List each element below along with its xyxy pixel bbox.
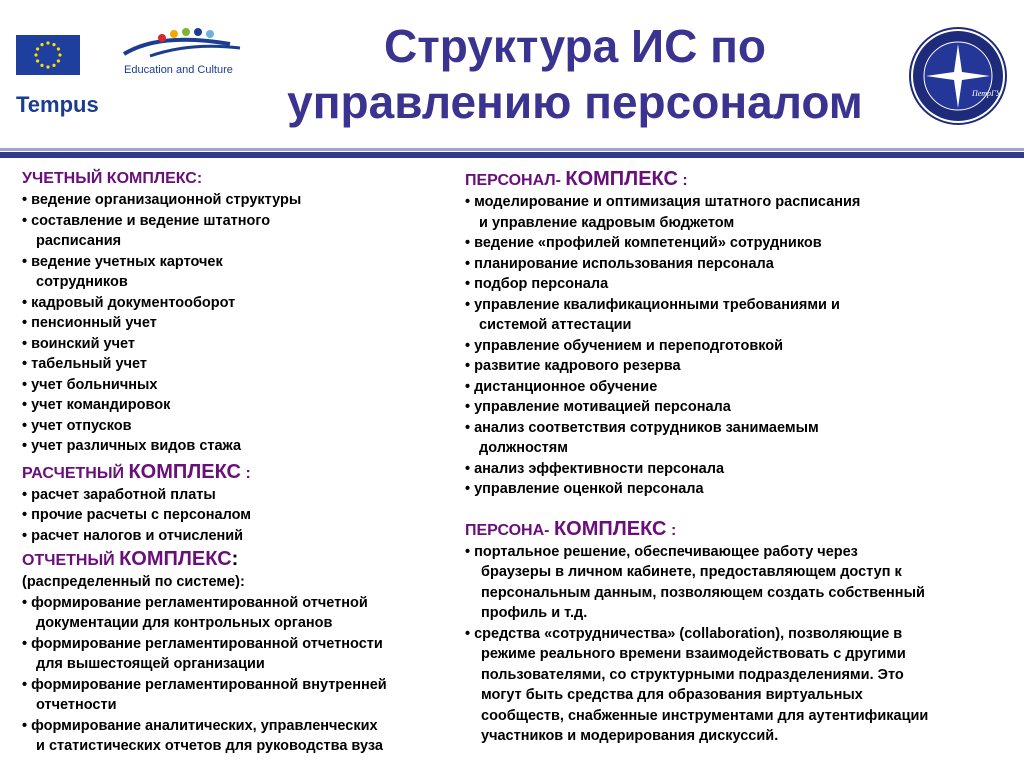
list-item: • табельный учет [22,356,147,372]
title-line-1: Структура ИС по [384,20,766,72]
list-item-cont: могут быть средства для образования виртуальных [481,687,863,703]
section-title-personnel: ПЕРСОНАЛ- КОМПЛЕКС : [465,168,688,190]
list-item: • анализ соответствия сотрудников занимаемым [465,419,819,436]
list-item-cont: и управление кадровым бюджетом [479,214,735,231]
edu-caption: Education and Culture [124,64,233,76]
page-title [215,18,935,130]
list-item: • формирование аналитических, управленческих [22,717,378,734]
left-column [22,168,462,757]
list-item: • ведение «профилей компетенций» сотрудников [465,235,822,251]
tempus-logo-text: Tempus [16,92,99,117]
list-item-cont: пользователями, со структурными подразделениями. Это [481,666,904,683]
list-item: • развитие кадрового резерва [465,358,681,374]
list-item: • воинский учет [22,335,135,352]
section-title-reporting: ОТЧЕТНЫЙ КОМПЛЕКС: [22,548,239,570]
list-item: • управление оценкой персонала [465,481,704,497]
title-line-2: управлению персоналом [287,76,863,128]
list-item: • дистанционное обучение [465,378,658,395]
list-item-cont: документации для контрольных органов [36,615,333,631]
list-item: • расчет заработной платы [22,486,216,503]
list-item: • анализ эффективности персонала [465,460,725,477]
list-item: (распределенный по системе): [22,574,245,590]
list-item: • управление обучением и переподготовкой [465,337,784,354]
list-item-cont: профиль и т.д. [481,605,588,621]
slide-header [0,0,1024,150]
section-title-payroll: РАСЧЕТНЫЙ КОМПЛЕКС : [22,460,251,483]
list-item: • учет командировок [22,397,171,413]
eu-flag-logo [16,35,80,75]
emblem-motto: ПетрГУ [972,89,1001,98]
list-item: • кадровый документооборот [22,294,236,311]
list-item-cont: сотрудников [36,274,128,290]
list-item-cont: и статистических отчетов для руководства вуза [36,738,383,754]
list-item: • формирование регламентированной отчетной [22,594,368,611]
list-item: • ведение учетных карточек [22,253,223,270]
list-item: • учет отпусков [22,417,132,434]
spacer [465,500,1020,518]
list-item: • планирование использования персонала [465,255,774,272]
list-item: • управление квалификационными требованиями и [465,296,840,313]
list-item-cont: должностям [479,440,568,456]
list-item: • расчет налогов и отчислений [22,527,244,544]
list-item: • пенсионный учет [22,315,157,331]
section-title-persona: ПЕРСОНА- КОМПЛЕКС : [465,517,677,540]
list-item-cont: режиме реального времени взаимодействовать с другими [481,646,906,662]
list-item-cont: для вышестоящей организации [36,656,265,672]
list-item: • ведение организационной структуры [22,192,302,208]
list-item: • портальное решение, обеспечивающее работу через [465,543,858,560]
header-rule-dark [0,152,1024,158]
list-item: • составление и ведение штатного [22,212,271,229]
list-item-cont: системой аттестации [479,317,632,333]
header-rule-light [0,148,1024,151]
list-item-cont: расписания [36,233,122,249]
list-item: • формирование регламентированной внутренней [22,676,387,693]
list-item: • средства «сотрудничества» (collaboration), позволяющие в [465,625,903,642]
list-item: • прочие расчеты с персоналом [22,507,251,523]
list-item-cont: персональным данным, позволяющем создать собственный [481,584,925,601]
university-emblem [908,26,1008,126]
section-title-accounting: УЧЕТНЫЙ КОМПЛЕКС: [22,170,203,187]
list-item-cont: браузеры в личном кабинете, предоставляющем доступ к [481,564,902,580]
list-item: • учет больничных [22,376,158,393]
list-item-cont: участников и модерирования дискуссий. [481,728,779,744]
list-item: • моделирование и оптимизация штатного расписания [465,194,861,210]
list-item: • подбор персонала [465,276,609,292]
list-item: • учет различных видов стажа [22,438,242,454]
right-column [465,168,1020,747]
list-item: • управление мотивацией персонала [465,399,731,415]
list-item-cont: сообществ, снабженные инструментами для аутентификации [481,707,929,724]
list-item: • формирование регламентированной отчетности [22,635,383,652]
list-item-cont: отчетности [36,697,117,713]
